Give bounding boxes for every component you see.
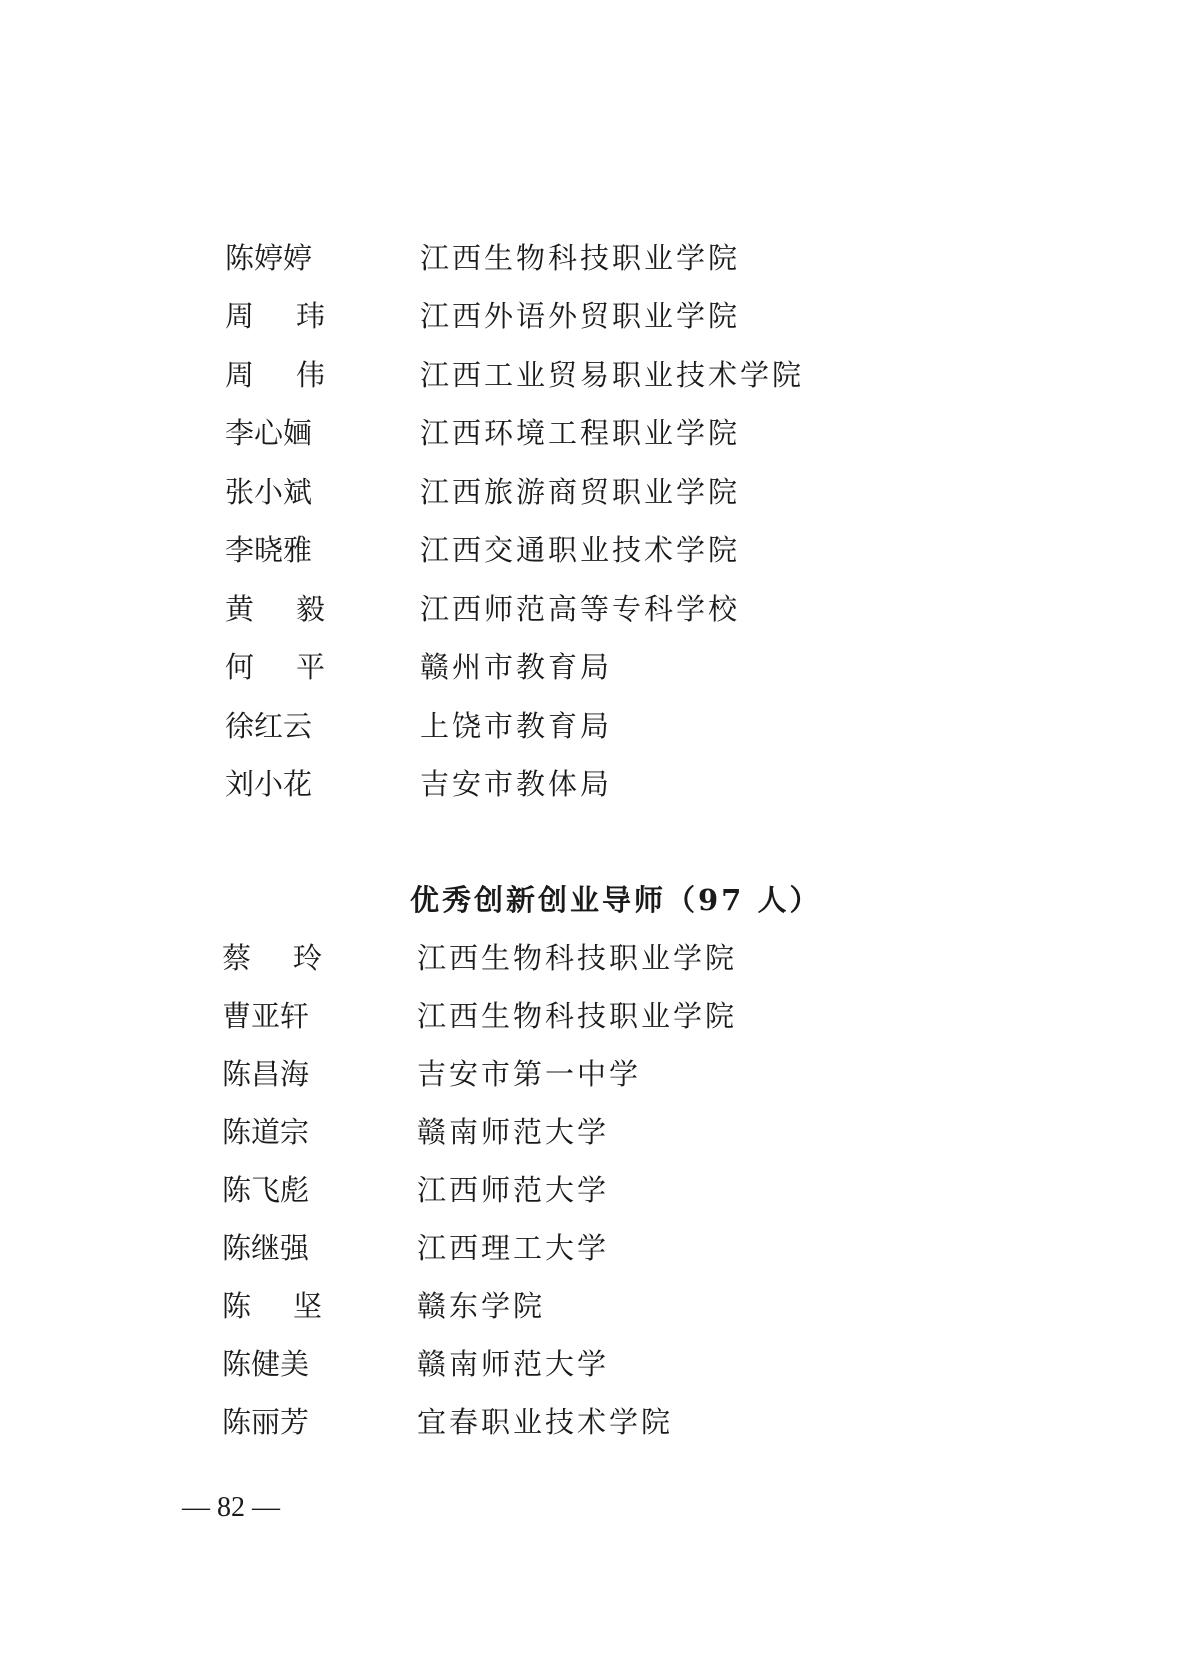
organization-name: 江西工业贸易职业技术学院: [420, 358, 805, 392]
person-name: 陈 丽 芳: [222, 1405, 310, 1439]
organization-name: 吉安市教体局: [420, 767, 613, 801]
organization-name: 江西环境工程职业学院: [420, 416, 741, 450]
person-name: 陈 坚: [222, 1289, 322, 1323]
organization-name: 宜春职业技术学院: [417, 1405, 674, 1439]
section-heading: 优秀创新创业导师（97 人）: [410, 883, 822, 917]
person-name: 周 伟: [225, 358, 325, 392]
organization-name: 江西外语外贸职业学院: [420, 299, 741, 333]
organization-name: 江西理工大学: [417, 1231, 610, 1265]
person-name: 曹 亚 轩: [222, 999, 310, 1033]
person-name: 陈 继 强: [222, 1231, 310, 1265]
organization-name: 江西师范大学: [417, 1173, 610, 1207]
person-name: 李 晓 雅: [225, 533, 313, 567]
organization-name: 吉安市第一中学: [417, 1057, 642, 1091]
person-name: 陈 健 美: [222, 1347, 310, 1381]
organization-name: 赣州市教育局: [420, 650, 613, 684]
person-name: 陈 昌 海: [222, 1057, 310, 1091]
organization-name: 江西生物科技职业学院: [420, 241, 741, 275]
organization-name: 江西师范高等专科学校: [420, 592, 741, 626]
person-name: 蔡 玲: [222, 941, 322, 975]
person-name: 徐 红 云: [225, 709, 313, 743]
organization-name: 赣南师范大学: [417, 1115, 610, 1149]
person-name: 李 心 婳: [225, 416, 313, 450]
organization-name: 上饶市教育局: [420, 709, 613, 743]
organization-name: 江西生物科技职业学院: [417, 999, 738, 1033]
person-name: 周 玮: [225, 299, 325, 333]
person-name: 陈 飞 彪: [222, 1173, 310, 1207]
person-name: 刘 小 花: [225, 767, 313, 801]
person-name: 黄 毅: [225, 592, 325, 626]
person-name: 陈 婷 婷: [225, 241, 313, 275]
organization-name: 江西生物科技职业学院: [417, 941, 738, 975]
organization-name: 赣南师范大学: [417, 1347, 610, 1381]
page-number: — 82 —: [182, 1492, 280, 1523]
person-name: 陈 道 宗: [222, 1115, 310, 1149]
organization-name: 江西旅游商贸职业学院: [420, 475, 741, 509]
organization-name: 赣东学院: [417, 1289, 546, 1323]
person-name: 张 小 斌: [225, 475, 313, 509]
organization-name: 江西交通职业技术学院: [420, 533, 741, 567]
person-name: 何 平: [225, 650, 325, 684]
